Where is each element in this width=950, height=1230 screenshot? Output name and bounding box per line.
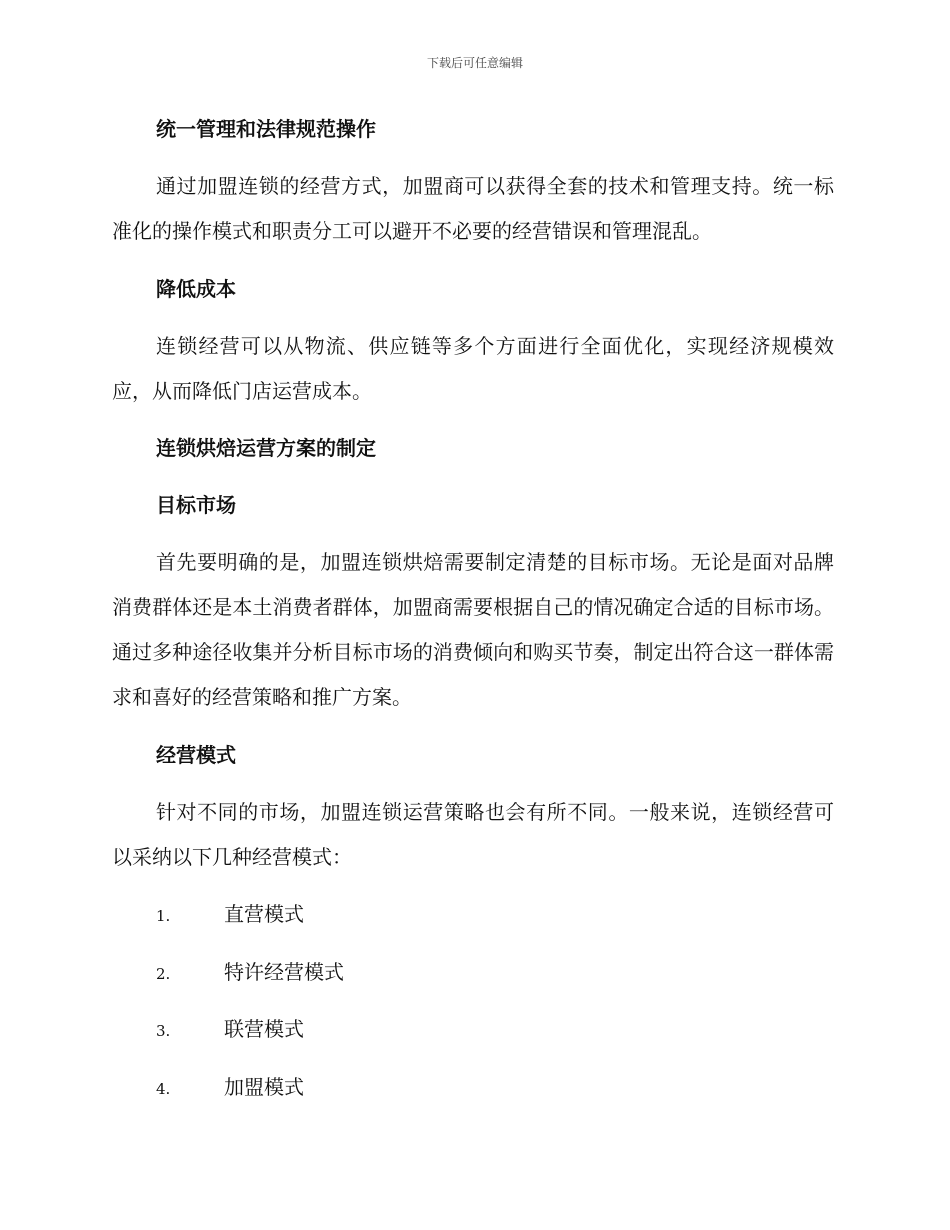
list-item-number: 4. xyxy=(156,1080,171,1098)
list-item-text: 特许经营模式 xyxy=(224,960,344,984)
list-item xyxy=(156,1072,756,1102)
list-item-text: 联营模式 xyxy=(224,1017,304,1041)
list-item-text: 直营模式 xyxy=(224,902,304,926)
section-heading-operation-plan: 连锁烘焙运营方案的制定 xyxy=(156,436,376,460)
section-heading-reduce-cost: 降低成本 xyxy=(156,277,236,301)
list-item xyxy=(156,957,756,987)
paragraph-business-model: 针对不同的市场，加盟连锁运营策略也会有所不同。一般来说，连锁经营可以采纳以下几种经营模式： xyxy=(112,800,834,869)
list-item-text: 加盟模式 xyxy=(224,1075,304,1099)
list-item xyxy=(156,899,756,929)
list-item-number: 3. xyxy=(156,1022,171,1040)
section-heading-target-market: 目标市场 xyxy=(156,493,236,517)
section-heading-business-model: 经营模式 xyxy=(156,743,236,767)
list-item xyxy=(156,1014,756,1044)
paragraph-unified-management: 通过加盟连锁的经营方式，加盟商可以获得全套的技术和管理支持。统一标准化的操作模式和职责分工可以避开不必要的经营错误和管理混乱。 xyxy=(112,174,834,243)
paragraph-reduce-cost: 连锁经营可以从物流、供应链等多个方面进行全面优化，实现经济规模效应，从而降低门店运营成本。 xyxy=(112,334,834,403)
header-note: 下载后可任意编辑 xyxy=(426,56,523,70)
list-item-number: 2. xyxy=(156,965,171,983)
section-heading-unified-management: 统一管理和法律规范操作 xyxy=(156,117,376,141)
list-item-number: 1. xyxy=(156,907,171,925)
paragraph-target-market: 首先要明确的是，加盟连锁烘焙需要制定清楚的目标市场。无论是面对品牌消费群体还是本土消费者群体，加盟商需要根据自己的情况确定合适的目标市场。通过多种途径收集并分析目标市场的消费倾向和购买节奏，制定出符合这一群体需求和喜好的经营策略和推广方案。 xyxy=(112,550,834,709)
